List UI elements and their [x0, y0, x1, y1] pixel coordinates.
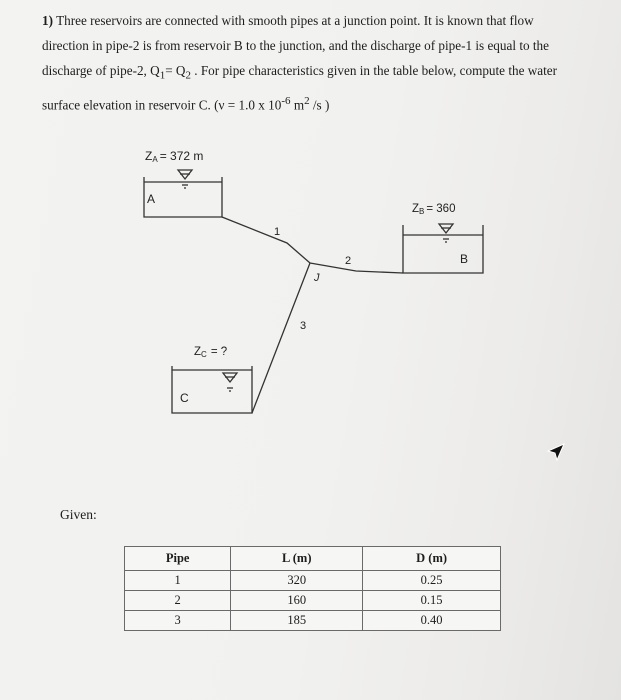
pipe-2-line	[310, 263, 403, 273]
table-row	[125, 571, 501, 591]
reservoir-c-outline	[172, 366, 252, 413]
header-length: L (m)	[231, 547, 363, 571]
reservoir-c-label: C	[180, 391, 189, 405]
table-row	[125, 611, 501, 631]
water-symbol-b	[439, 224, 453, 242]
pipe-2-label: 2	[345, 255, 352, 267]
cell-pipe: 1	[125, 571, 231, 591]
zb-label: ZB = 360	[412, 203, 456, 216]
reservoir-a-outline	[144, 177, 222, 217]
cell-diameter: 0.40	[363, 611, 501, 631]
problem-text: 1) Three reservoirs are connected with smooth pipes at a junction point. It is known that flow direction in pipe-2 is from reservoir B to the junction, and the discharge of pipe-1 is equal to the discharge of pipe-2, $Q_1= Q_2$ . For pipe characteristics given in the table below, compute the water surface elevation in reservoir C. (ν = 1.0 x $10^{-6}$ $m^2$ /s )	[42, 13, 558, 113]
table-header-row	[125, 547, 501, 571]
given-label: Given:	[60, 507, 97, 522]
cell-length: 320	[231, 571, 363, 591]
cell-pipe: 3	[125, 611, 231, 631]
pipe-table	[124, 546, 501, 631]
pipe-1-label: 1	[274, 226, 281, 238]
za-label: ZA = 372 m	[145, 149, 204, 164]
pipe-1-line	[222, 217, 310, 263]
mouse-cursor-icon	[546, 442, 566, 462]
pipe-3-line	[252, 263, 310, 413]
reservoir-b-outline	[403, 225, 483, 273]
cell-length: 185	[231, 611, 363, 631]
cell-diameter: 0.25	[363, 571, 501, 591]
water-symbol-a	[178, 170, 192, 188]
table-row	[125, 591, 501, 611]
problem-number: 1)	[42, 13, 53, 28]
header-diameter: D (m)	[363, 547, 501, 571]
reservoir-a-label: A	[147, 192, 156, 206]
water-symbol-c	[223, 373, 237, 391]
junction-label: J	[314, 272, 320, 284]
reservoir-b-label: B	[460, 252, 469, 266]
cell-pipe: 2	[125, 591, 231, 611]
cell-diameter: 0.15	[363, 591, 501, 611]
cell-length: 160	[231, 591, 363, 611]
header-pipe: Pipe	[125, 547, 231, 571]
pipe-3-label: 3	[300, 320, 307, 332]
zc-label: ZC = ?	[194, 346, 228, 359]
